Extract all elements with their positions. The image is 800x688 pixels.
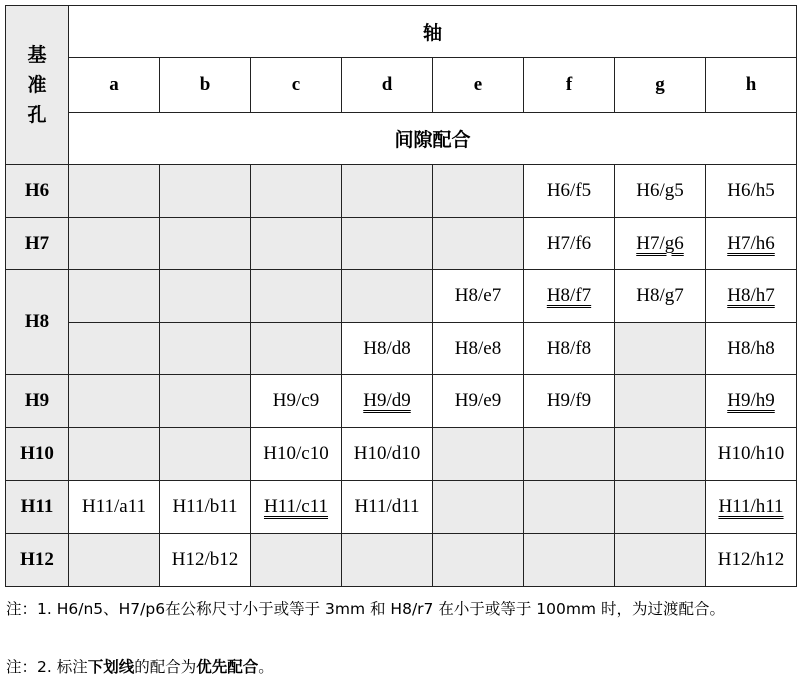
fit-cell bbox=[251, 481, 342, 534]
table-row bbox=[6, 270, 797, 323]
fit-label: H8/f8 bbox=[546, 337, 592, 359]
empty-cell bbox=[524, 428, 615, 481]
table-row bbox=[6, 323, 797, 375]
fit-label: H11/d11 bbox=[354, 496, 420, 517]
table-row bbox=[6, 165, 797, 218]
fit-cell bbox=[342, 375, 433, 428]
table-row bbox=[6, 481, 797, 534]
fit-cell bbox=[342, 481, 433, 534]
empty-cell bbox=[69, 323, 160, 375]
fit-label: H6/h5 bbox=[727, 180, 775, 201]
table-row bbox=[6, 428, 797, 481]
note-2-suffix: 。 bbox=[258, 658, 274, 676]
fit-cell bbox=[706, 481, 797, 534]
fit-cell bbox=[524, 218, 615, 270]
empty-cell bbox=[524, 534, 615, 587]
fit-label: H11/b11 bbox=[172, 496, 238, 517]
table-row bbox=[6, 375, 797, 428]
preferred-fit-label: H11/c11 bbox=[263, 496, 329, 517]
fit-cell bbox=[706, 323, 797, 375]
empty-cell bbox=[433, 428, 524, 481]
fit-label: H11/a11 bbox=[81, 496, 147, 517]
table-row bbox=[6, 218, 797, 270]
preferred-fit-label: H7/g6 bbox=[636, 232, 684, 254]
empty-cell bbox=[615, 534, 706, 587]
preferred-fit-label: H7/h6 bbox=[727, 232, 775, 254]
corner-header bbox=[6, 6, 69, 165]
fit-label: H12/b12 bbox=[171, 549, 239, 570]
fit-label: H8/e7 bbox=[454, 285, 502, 306]
corner-label: 基准孔 bbox=[27, 44, 47, 126]
fit-label: H8/h8 bbox=[727, 337, 775, 359]
note-2-preferred-word: 优先配合 bbox=[196, 658, 259, 676]
empty-cell bbox=[342, 270, 433, 323]
empty-cell bbox=[433, 218, 524, 270]
shaft-letter-c: c bbox=[251, 58, 342, 113]
fit-type-header: 间隙配合 bbox=[69, 113, 797, 165]
shaft-letter-e: e bbox=[433, 58, 524, 113]
fit-cell bbox=[706, 165, 797, 218]
fit-label: H7/f6 bbox=[546, 232, 592, 254]
empty-cell bbox=[251, 218, 342, 270]
shaft-letters-row bbox=[6, 58, 797, 113]
empty-cell bbox=[615, 323, 706, 375]
fit-cell bbox=[524, 323, 615, 375]
fit-cell bbox=[706, 270, 797, 323]
empty-cell bbox=[251, 534, 342, 587]
row-label: H7 bbox=[6, 218, 69, 270]
fit-label: H8/e8 bbox=[454, 337, 502, 359]
note-2 bbox=[6, 655, 274, 679]
fit-label: H6/g5 bbox=[636, 180, 684, 201]
fit-cell bbox=[524, 270, 615, 323]
preferred-fit-label: H9/d9 bbox=[363, 390, 411, 411]
shaft-letter-b: b bbox=[160, 58, 251, 113]
empty-cell bbox=[251, 323, 342, 375]
preferred-fit-label: H8/f7 bbox=[546, 285, 592, 306]
empty-cell bbox=[615, 375, 706, 428]
fit-cell bbox=[69, 481, 160, 534]
note-2-underline-word: 下划线 bbox=[87, 658, 135, 676]
shaft-letter-h: h bbox=[706, 58, 797, 113]
empty-cell bbox=[615, 481, 706, 534]
fit-cell bbox=[433, 270, 524, 323]
empty-cell bbox=[160, 375, 251, 428]
row-label: H6 bbox=[6, 165, 69, 218]
shaft-header: 轴 bbox=[69, 6, 797, 58]
shaft-letter-g: g bbox=[615, 58, 706, 113]
fit-cell bbox=[251, 428, 342, 481]
fit-cell bbox=[615, 218, 706, 270]
empty-cell bbox=[433, 165, 524, 218]
note-2-mid: 的配合为 bbox=[134, 658, 197, 676]
row-label: H9 bbox=[6, 375, 69, 428]
fit-label: H10/d10 bbox=[353, 443, 421, 464]
fit-label: H8/d8 bbox=[363, 337, 411, 359]
empty-cell bbox=[433, 481, 524, 534]
fit-cell bbox=[160, 534, 251, 587]
fit-label: H10/c10 bbox=[263, 443, 329, 464]
fit-label: H9/e9 bbox=[454, 390, 502, 411]
preferred-fit-label: H11/h11 bbox=[718, 496, 784, 517]
fit-cell bbox=[342, 323, 433, 375]
table-row bbox=[6, 534, 797, 587]
empty-cell bbox=[160, 165, 251, 218]
basic-hole-fit-table bbox=[5, 5, 797, 587]
empty-cell bbox=[251, 165, 342, 218]
fit-cell bbox=[342, 428, 433, 481]
empty-cell bbox=[342, 165, 433, 218]
empty-cell bbox=[433, 534, 524, 587]
fit-cell bbox=[160, 481, 251, 534]
fit-cell bbox=[524, 165, 615, 218]
empty-cell bbox=[69, 428, 160, 481]
empty-cell bbox=[69, 218, 160, 270]
empty-cell bbox=[160, 270, 251, 323]
preferred-fit-label: H8/h7 bbox=[727, 285, 775, 306]
row-label: H11 bbox=[6, 481, 69, 534]
fit-cell bbox=[706, 428, 797, 481]
empty-cell bbox=[160, 428, 251, 481]
row-label: H12 bbox=[6, 534, 69, 587]
fit-cell bbox=[433, 323, 524, 375]
fit-cell bbox=[615, 165, 706, 218]
fit-label: H10/h10 bbox=[717, 443, 785, 464]
empty-cell bbox=[69, 165, 160, 218]
fit-label: H8/g7 bbox=[636, 285, 684, 306]
row-label: H10 bbox=[6, 428, 69, 481]
fit-cell bbox=[706, 218, 797, 270]
fit-cell bbox=[615, 270, 706, 323]
empty-cell bbox=[160, 218, 251, 270]
shaft-letter-a: a bbox=[69, 58, 160, 113]
empty-cell bbox=[69, 534, 160, 587]
empty-cell bbox=[615, 428, 706, 481]
fit-cell bbox=[706, 534, 797, 587]
empty-cell bbox=[342, 218, 433, 270]
fit-cell bbox=[524, 375, 615, 428]
shaft-letter-d: d bbox=[342, 58, 433, 113]
empty-cell bbox=[160, 323, 251, 375]
fit-label: H9/c9 bbox=[272, 390, 320, 411]
note-2-prefix: 注：2. 标注 bbox=[6, 658, 88, 676]
fit-label: H9/f9 bbox=[546, 390, 592, 411]
fit-cell bbox=[251, 375, 342, 428]
fit-cell bbox=[706, 375, 797, 428]
empty-cell bbox=[524, 481, 615, 534]
fit-cell bbox=[433, 375, 524, 428]
empty-cell bbox=[69, 270, 160, 323]
empty-cell bbox=[342, 534, 433, 587]
fit-label: H12/h12 bbox=[717, 549, 785, 570]
fit-label: H6/f5 bbox=[546, 180, 592, 201]
note-1: 注：1. H6/n5、H7/p6在公称尺寸小于或等于 3mm 和 H8/r7 在小于或等于 100mm 时，为过渡配合。 bbox=[6, 600, 725, 618]
shaft-letter-f: f bbox=[524, 58, 615, 113]
empty-cell bbox=[251, 270, 342, 323]
preferred-fit-label: H9/h9 bbox=[727, 390, 775, 411]
empty-cell bbox=[69, 375, 160, 428]
row-label: H8 bbox=[6, 270, 69, 375]
